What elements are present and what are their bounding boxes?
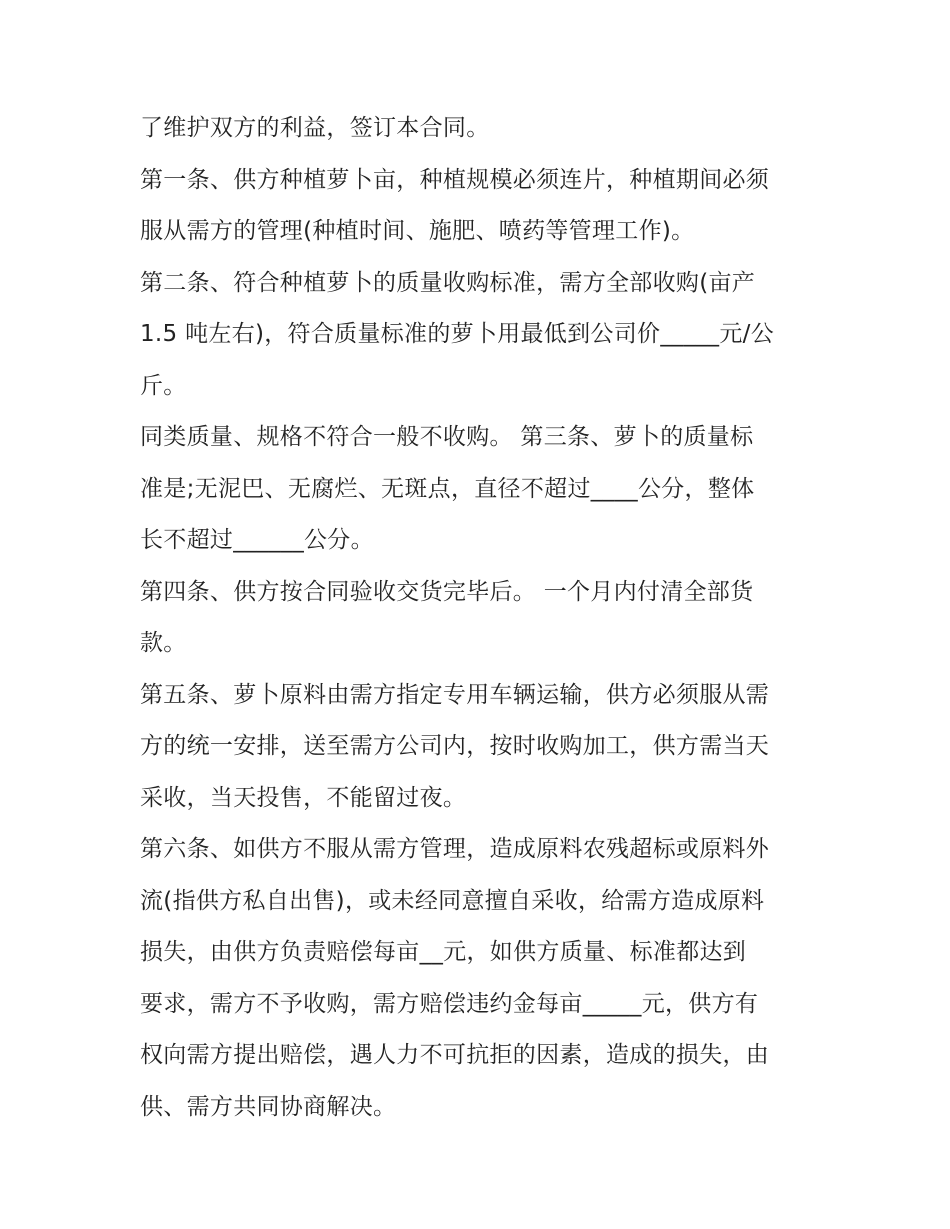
text-line: 采收，当天投售，不能留过夜。 bbox=[140, 784, 467, 811]
text-line: 服从需方的管理(种植时间、施肥、喷药等管理工作)。 bbox=[140, 218, 695, 244]
text-line: 第二条、符合种植萝卜的质量收购标准，需方全部收购(亩产 bbox=[140, 269, 756, 296]
text-line: 流(指供方私自出售)，或未经同意擅自采收，给需方造成原料 bbox=[140, 887, 765, 914]
text-line: 供、需方共同协商解决。 bbox=[140, 1093, 397, 1120]
text-line: 款。 bbox=[140, 630, 187, 656]
text-line: 权向需方提出赔偿，遇人力不可抗拒的因素，造成的损失，由 bbox=[140, 1042, 770, 1068]
text-line: 第六条、如供方不服从需方管理，造成原料农残超标或原料外 bbox=[140, 836, 770, 862]
text-line: 准是;无泥巴、无腐烂、无斑点，直径不超过____公分，整体 bbox=[140, 475, 755, 502]
text-line: 第五条、萝卜原料由需方指定专用车辆运输，供方必须服从需 bbox=[140, 681, 770, 708]
text-line: 损失，由供方负责赔偿每亩__元，如供方质量、标准都达到 bbox=[140, 939, 747, 965]
text-line: 同类质量、规格不符合一般不收购。 第三条、萝卜的质量标 bbox=[140, 424, 754, 450]
text-line: 了维护双方的利益，签订本合同。 bbox=[140, 115, 490, 141]
text-line: 长不超过______公分。 bbox=[140, 527, 374, 553]
text-line: 方的统一安排，送至需方公司内，按时收购加工，供方需当天 bbox=[140, 733, 770, 759]
text-line: 斤。 bbox=[140, 372, 187, 399]
text-line: 第一条、供方种植萝卜亩，种植规模必须连片，种植期间必须 bbox=[140, 166, 770, 193]
text-line: 第四条、供方按合同验收交货完毕后。 一个月内付清全部货 bbox=[140, 578, 754, 605]
text-line: 1.5 吨左右)，符合质量标准的萝卜用最低到公司价_____元/公 bbox=[140, 321, 775, 347]
text-line: 要求，需方不予收购，需方赔偿违约金每亩_____元，供方有 bbox=[140, 990, 759, 1017]
contract-text-body bbox=[140, 103, 820, 1133]
